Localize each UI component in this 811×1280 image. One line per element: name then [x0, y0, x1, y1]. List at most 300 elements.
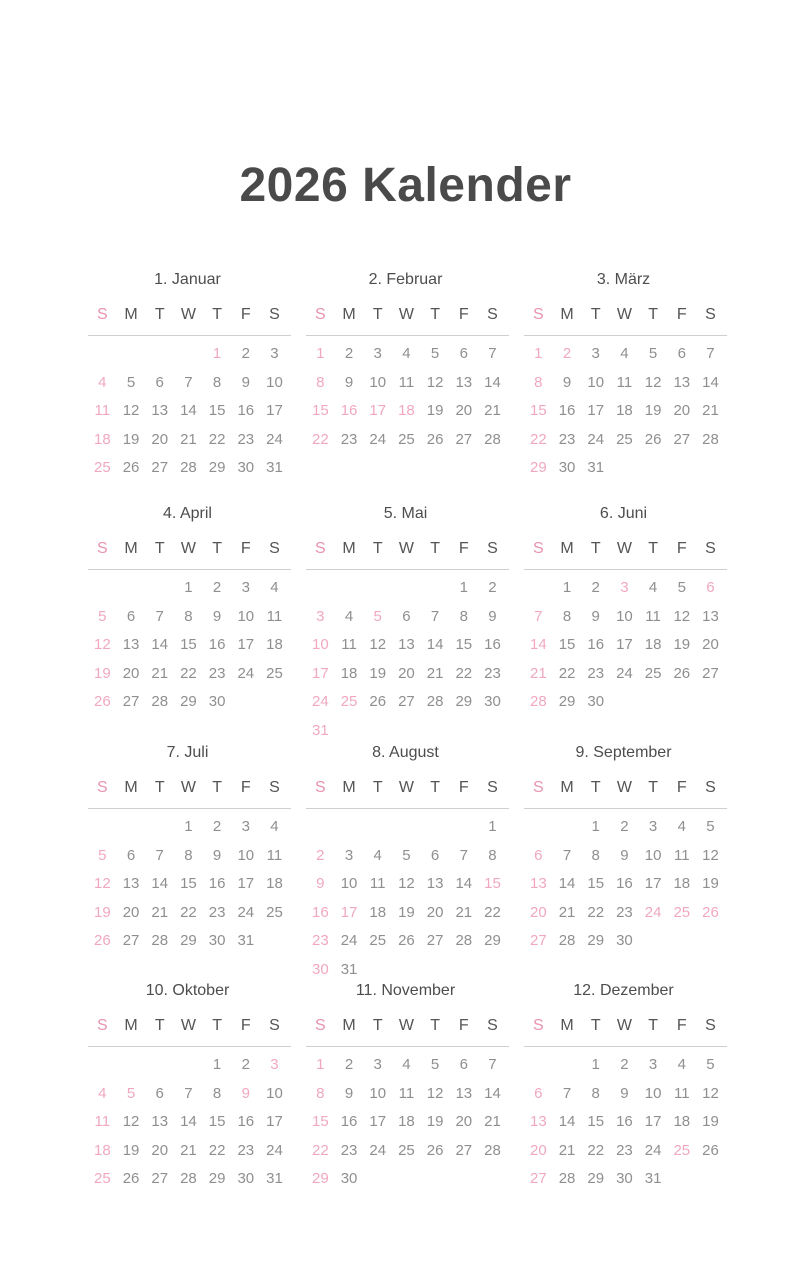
- day-cell: 13: [151, 402, 169, 420]
- week-row: [306, 574, 509, 603]
- day-cell: 7: [488, 1056, 497, 1073]
- day-cell: 27: [122, 932, 140, 950]
- day-cell: 8: [184, 607, 193, 625]
- day-cell: 31: [237, 932, 255, 950]
- day-cell: 25: [673, 1141, 691, 1159]
- day-cell: 18: [369, 903, 387, 921]
- page-title: 2026 Kalender: [239, 159, 572, 212]
- empty-cell: [667, 927, 696, 956]
- day-cell: 28: [151, 932, 169, 950]
- weekday-label: S: [97, 1017, 108, 1034]
- weekday-label: F: [240, 306, 251, 323]
- day-cell: 15: [587, 875, 605, 893]
- week-row: [88, 899, 291, 928]
- day-cell: 16: [208, 875, 226, 893]
- day-cell: 13: [702, 607, 719, 625]
- day-cell: 6: [459, 1056, 468, 1073]
- week-row: [524, 1165, 727, 1194]
- day-cell: 16: [558, 402, 576, 420]
- day-cell: 25: [266, 903, 283, 921]
- day-cell: 10: [587, 373, 605, 391]
- month-block: [88, 504, 291, 717]
- day-cell: 5: [98, 607, 107, 625]
- day-cell: 7: [184, 373, 193, 391]
- week-row: [88, 1108, 291, 1137]
- day-cell: 2: [562, 345, 572, 362]
- day-cell: 30: [587, 693, 605, 711]
- day-cell: 12: [426, 373, 444, 391]
- divider: [306, 335, 509, 336]
- day-cell: 24: [587, 430, 605, 448]
- weekday-header: [306, 778, 509, 798]
- day-cell: 13: [455, 1084, 473, 1102]
- day-cell: 4: [677, 818, 686, 835]
- day-cell: 23: [312, 932, 329, 950]
- day-cell: 23: [237, 1141, 255, 1159]
- weekday-label: T: [590, 779, 601, 796]
- day-cell: 1: [316, 345, 325, 362]
- week-row: [306, 340, 509, 369]
- day-cell: 30: [208, 693, 226, 711]
- weekday-label: F: [458, 1017, 469, 1034]
- day-cell: 22: [587, 903, 605, 921]
- day-cell: 26: [122, 1170, 140, 1188]
- day-cell: 18: [94, 1141, 111, 1159]
- weekday-label: M: [124, 1017, 138, 1034]
- day-cell: 1: [534, 345, 543, 362]
- weekday-header: [306, 1016, 509, 1036]
- day-cell: 3: [373, 345, 382, 362]
- weekday-label: T: [430, 306, 440, 323]
- day-cell: 27: [673, 430, 691, 448]
- day-cell: 8: [488, 846, 497, 864]
- month-block: [306, 981, 509, 1194]
- weekday-label: T: [372, 540, 383, 557]
- weekday-label: S: [533, 540, 544, 557]
- weekday-label: T: [590, 540, 601, 557]
- empty-cell: [667, 1165, 696, 1194]
- day-cell: 23: [340, 1141, 358, 1159]
- day-cell: 18: [398, 1113, 415, 1131]
- day-cell: 28: [151, 693, 169, 711]
- empty-cell: [117, 574, 146, 603]
- day-cell: 14: [455, 875, 473, 893]
- week-row: [88, 927, 291, 956]
- weekday-label: T: [372, 306, 383, 323]
- day-cell: 1: [562, 579, 572, 596]
- day-cell: 2: [344, 1056, 354, 1073]
- empty-cell: [696, 688, 725, 717]
- weekday-label: F: [676, 540, 687, 557]
- day-cell: 3: [270, 1056, 279, 1073]
- day-cell: 23: [237, 430, 255, 448]
- weekday-header: [88, 305, 291, 325]
- day-cell: 8: [316, 1084, 325, 1102]
- weekday-header: [306, 539, 509, 559]
- day-cell: 12: [702, 1084, 719, 1102]
- day-cell: 25: [398, 430, 415, 448]
- day-cell: 6: [126, 607, 136, 625]
- day-cell: 30: [237, 459, 255, 477]
- day-cell: 25: [340, 693, 358, 711]
- weekday-label: F: [240, 540, 251, 557]
- empty-cell: [449, 813, 478, 842]
- day-cell: 9: [241, 1084, 250, 1102]
- day-cell: 13: [122, 636, 140, 654]
- day-cell: 25: [266, 664, 283, 682]
- week-row: [306, 1108, 509, 1137]
- week-row: [88, 688, 291, 717]
- empty-cell: [306, 813, 335, 842]
- day-cell: 5: [98, 846, 107, 864]
- weekday-label: S: [487, 306, 498, 323]
- week-row: [306, 717, 509, 746]
- day-cell: 11: [369, 875, 386, 893]
- day-cell: 26: [673, 664, 691, 682]
- day-cell: 6: [430, 846, 440, 864]
- month-block: [88, 743, 291, 956]
- month-name: 5. Mai: [383, 505, 428, 522]
- day-cell: 19: [426, 402, 444, 420]
- day-cell: 4: [620, 345, 629, 362]
- day-cell: 9: [212, 846, 222, 864]
- week-row: [306, 397, 509, 426]
- week-row: [306, 1165, 509, 1194]
- weekday-label: F: [240, 779, 251, 796]
- day-cell: 18: [398, 402, 415, 420]
- day-cell: 30: [340, 1170, 358, 1188]
- month-block: [306, 270, 509, 454]
- day-cell: 19: [673, 636, 691, 654]
- weekday-label: S: [487, 1017, 498, 1034]
- day-cell: 9: [344, 373, 354, 391]
- empty-cell: [639, 927, 668, 956]
- day-cell: 15: [180, 875, 197, 893]
- weekday-label: W: [398, 540, 414, 557]
- day-cell: 21: [484, 1113, 501, 1131]
- weekday-label: T: [372, 1017, 383, 1034]
- day-cell: 21: [180, 430, 197, 448]
- week-row: [88, 813, 291, 842]
- empty-cell: [145, 1051, 174, 1080]
- day-cell: 11: [398, 373, 415, 391]
- day-cell: 1: [184, 579, 193, 596]
- day-cell: 22: [208, 430, 226, 448]
- day-cell: 6: [155, 1084, 164, 1102]
- week-row: [524, 688, 727, 717]
- day-cell: 17: [237, 875, 255, 893]
- weekday-label: T: [648, 540, 658, 557]
- day-cell: 9: [591, 607, 600, 625]
- day-cell: 2: [316, 846, 325, 864]
- day-cell: 19: [94, 664, 111, 682]
- weekday-header: [524, 778, 727, 798]
- month-name: 6. Juni: [599, 505, 648, 522]
- weekday-label: W: [398, 779, 414, 796]
- empty-cell: [117, 1051, 146, 1080]
- day-cell: 4: [344, 607, 354, 625]
- day-cell: 16: [616, 1113, 633, 1131]
- weekday-label: S: [269, 779, 280, 796]
- day-cell: 9: [562, 373, 572, 391]
- day-cell: 11: [645, 607, 661, 625]
- month-name: 8. August: [372, 744, 439, 761]
- day-cell: 23: [587, 664, 605, 682]
- weekday-label: W: [398, 306, 414, 323]
- day-cell: 30: [237, 1170, 255, 1188]
- day-cell: 27: [702, 664, 719, 682]
- month-name: 4. April: [163, 505, 212, 522]
- empty-cell: [306, 574, 335, 603]
- day-cell: 2: [591, 579, 600, 596]
- divider: [524, 569, 727, 570]
- day-cell: 14: [180, 1113, 197, 1131]
- day-cell: 3: [270, 345, 279, 362]
- empty-cell: [145, 813, 174, 842]
- day-cell: 7: [155, 846, 164, 864]
- day-grid: [306, 574, 509, 746]
- weekday-label: T: [212, 1017, 222, 1034]
- day-cell: 29: [484, 932, 501, 950]
- day-cell: 15: [180, 636, 197, 654]
- empty-cell: [696, 927, 725, 956]
- day-cell: 25: [398, 1141, 415, 1159]
- weekday-label: M: [342, 779, 356, 796]
- day-cell: 24: [312, 693, 329, 711]
- weekday-label: M: [342, 306, 356, 323]
- empty-cell: [88, 813, 117, 842]
- day-cell: 12: [398, 875, 415, 893]
- day-cell: 20: [702, 636, 719, 654]
- day-cell: 9: [488, 607, 497, 625]
- day-cell: 9: [620, 1084, 629, 1102]
- empty-cell: [363, 813, 392, 842]
- day-cell: 20: [122, 664, 140, 682]
- empty-cell: [117, 813, 146, 842]
- day-cell: 22: [312, 1141, 329, 1159]
- day-cell: 7: [562, 846, 572, 864]
- weekday-label: T: [648, 779, 658, 796]
- divider: [306, 808, 509, 809]
- day-grid: [88, 813, 291, 956]
- day-cell: 8: [562, 607, 572, 625]
- day-cell: 22: [455, 664, 473, 682]
- day-cell: 10: [644, 846, 662, 864]
- weekday-label: F: [240, 1017, 251, 1034]
- day-cell: 18: [340, 664, 358, 682]
- day-cell: 9: [212, 607, 222, 625]
- empty-cell: [478, 1165, 507, 1194]
- day-cell: 15: [587, 1113, 605, 1131]
- week-row: [306, 899, 509, 928]
- day-cell: 3: [241, 818, 250, 835]
- weekday-label: T: [372, 779, 383, 796]
- week-row: [524, 813, 727, 842]
- day-cell: 25: [673, 903, 691, 921]
- weekday-label: W: [616, 779, 632, 796]
- week-row: [524, 899, 727, 928]
- day-cell: 17: [587, 402, 605, 420]
- empty-cell: [524, 1051, 553, 1080]
- day-cell: 14: [180, 402, 197, 420]
- day-cell: 15: [312, 402, 329, 420]
- day-cell: 1: [316, 1056, 325, 1073]
- day-cell: 30: [616, 1170, 633, 1188]
- day-cell: 26: [94, 693, 111, 711]
- day-cell: 13: [151, 1113, 169, 1131]
- empty-cell: [88, 340, 117, 369]
- day-cell: 30: [312, 960, 329, 978]
- empty-cell: [145, 574, 174, 603]
- weekday-label: S: [533, 1017, 544, 1034]
- day-cell: 7: [534, 607, 543, 625]
- day-cell: 6: [126, 846, 136, 864]
- day-cell: 12: [94, 636, 111, 654]
- day-cell: 13: [673, 373, 691, 391]
- weekday-label: M: [124, 306, 138, 323]
- day-grid: [524, 340, 727, 483]
- divider: [88, 569, 291, 570]
- day-cell: 4: [98, 373, 107, 391]
- day-cell: 26: [122, 459, 140, 477]
- day-cell: 14: [530, 636, 547, 654]
- week-row: [88, 870, 291, 899]
- empty-cell: [335, 813, 364, 842]
- day-cell: 11: [398, 1084, 415, 1102]
- week-row: [88, 603, 291, 632]
- day-cell: 24: [369, 1141, 387, 1159]
- day-cell: 31: [266, 1170, 283, 1188]
- week-row: [306, 369, 509, 398]
- day-cell: 28: [558, 932, 576, 950]
- day-cell: 24: [266, 1141, 283, 1159]
- week-row: [524, 842, 727, 871]
- day-cell: 26: [426, 430, 444, 448]
- day-cell: 28: [455, 932, 473, 950]
- day-cell: 26: [369, 693, 387, 711]
- weekday-label: S: [97, 779, 108, 796]
- day-cell: 17: [644, 1113, 662, 1131]
- day-cell: 13: [455, 373, 473, 391]
- week-row: [306, 660, 509, 689]
- day-cell: 27: [530, 932, 547, 950]
- weekday-label: T: [590, 1017, 601, 1034]
- day-cell: 23: [340, 430, 358, 448]
- empty-cell: [478, 717, 507, 746]
- day-cell: 21: [484, 402, 501, 420]
- week-row: [524, 870, 727, 899]
- weekday-label: S: [705, 306, 716, 323]
- week-row: [306, 813, 509, 842]
- day-cell: 5: [706, 1056, 715, 1073]
- day-cell: 25: [94, 459, 111, 477]
- empty-cell: [174, 1051, 203, 1080]
- divider: [524, 335, 727, 336]
- day-cell: 2: [344, 345, 354, 362]
- divider: [88, 808, 291, 809]
- week-row: [524, 340, 727, 369]
- day-cell: 18: [673, 1113, 691, 1131]
- day-cell: 30: [208, 932, 226, 950]
- day-cell: 12: [426, 1084, 444, 1102]
- day-cell: 1: [459, 579, 468, 596]
- month-name: 7. Juli: [166, 744, 209, 761]
- weekday-label: T: [430, 1017, 440, 1034]
- day-cell: 29: [455, 693, 473, 711]
- day-cell: 29: [180, 932, 197, 950]
- day-cell: 4: [648, 579, 658, 596]
- weekday-label: S: [269, 306, 280, 323]
- day-cell: 30: [616, 932, 633, 950]
- day-cell: 11: [673, 1084, 690, 1102]
- day-cell: 19: [122, 430, 140, 448]
- weekday-label: M: [342, 540, 356, 557]
- day-cell: 27: [530, 1170, 547, 1188]
- week-row: [88, 842, 291, 871]
- day-cell: 12: [702, 846, 719, 864]
- month-name: 12. Dezember: [573, 982, 674, 999]
- divider: [524, 1046, 727, 1047]
- weekday-label: W: [180, 540, 196, 557]
- empty-cell: [667, 454, 696, 483]
- weekday-label: S: [533, 779, 544, 796]
- week-row: [524, 1108, 727, 1137]
- day-cell: 4: [402, 1056, 411, 1073]
- day-cell: 23: [208, 903, 226, 921]
- day-cell: 21: [151, 664, 169, 682]
- day-cell: 8: [591, 1084, 600, 1102]
- empty-cell: [335, 717, 364, 746]
- day-cell: 25: [616, 430, 633, 448]
- empty-cell: [639, 454, 668, 483]
- day-cell: 14: [484, 1084, 501, 1102]
- day-cell: 5: [373, 607, 382, 625]
- day-cell: 31: [587, 459, 605, 477]
- weekday-label: T: [590, 306, 601, 323]
- weekday-label: T: [154, 306, 165, 323]
- day-cell: 19: [702, 875, 719, 893]
- day-cell: 3: [620, 579, 629, 596]
- day-cell: 22: [558, 664, 576, 682]
- day-cell: 19: [369, 664, 387, 682]
- week-row: [524, 603, 727, 632]
- day-cell: 21: [558, 903, 576, 921]
- day-cell: 23: [484, 664, 501, 682]
- day-cell: 21: [180, 1141, 197, 1159]
- day-cell: 20: [151, 430, 169, 448]
- weekday-label: W: [616, 306, 632, 323]
- day-cell: 5: [706, 818, 715, 835]
- weekday-label: W: [180, 306, 196, 323]
- weekday-label: T: [212, 540, 222, 557]
- weekday-label: S: [315, 540, 326, 557]
- day-cell: 11: [94, 1113, 111, 1131]
- week-row: [306, 842, 509, 871]
- day-cell: 31: [312, 721, 329, 739]
- empty-cell: [260, 688, 289, 717]
- day-cell: 6: [534, 846, 543, 864]
- weekday-label: F: [676, 779, 687, 796]
- day-cell: 26: [426, 1141, 444, 1159]
- day-cell: 22: [180, 664, 197, 682]
- day-cell: 4: [402, 345, 411, 362]
- empty-cell: [174, 340, 203, 369]
- weekday-label: S: [487, 540, 498, 557]
- day-cell: 21: [558, 1141, 576, 1159]
- empty-cell: [260, 927, 289, 956]
- day-cell: 29: [208, 459, 226, 477]
- day-cell: 10: [616, 607, 633, 625]
